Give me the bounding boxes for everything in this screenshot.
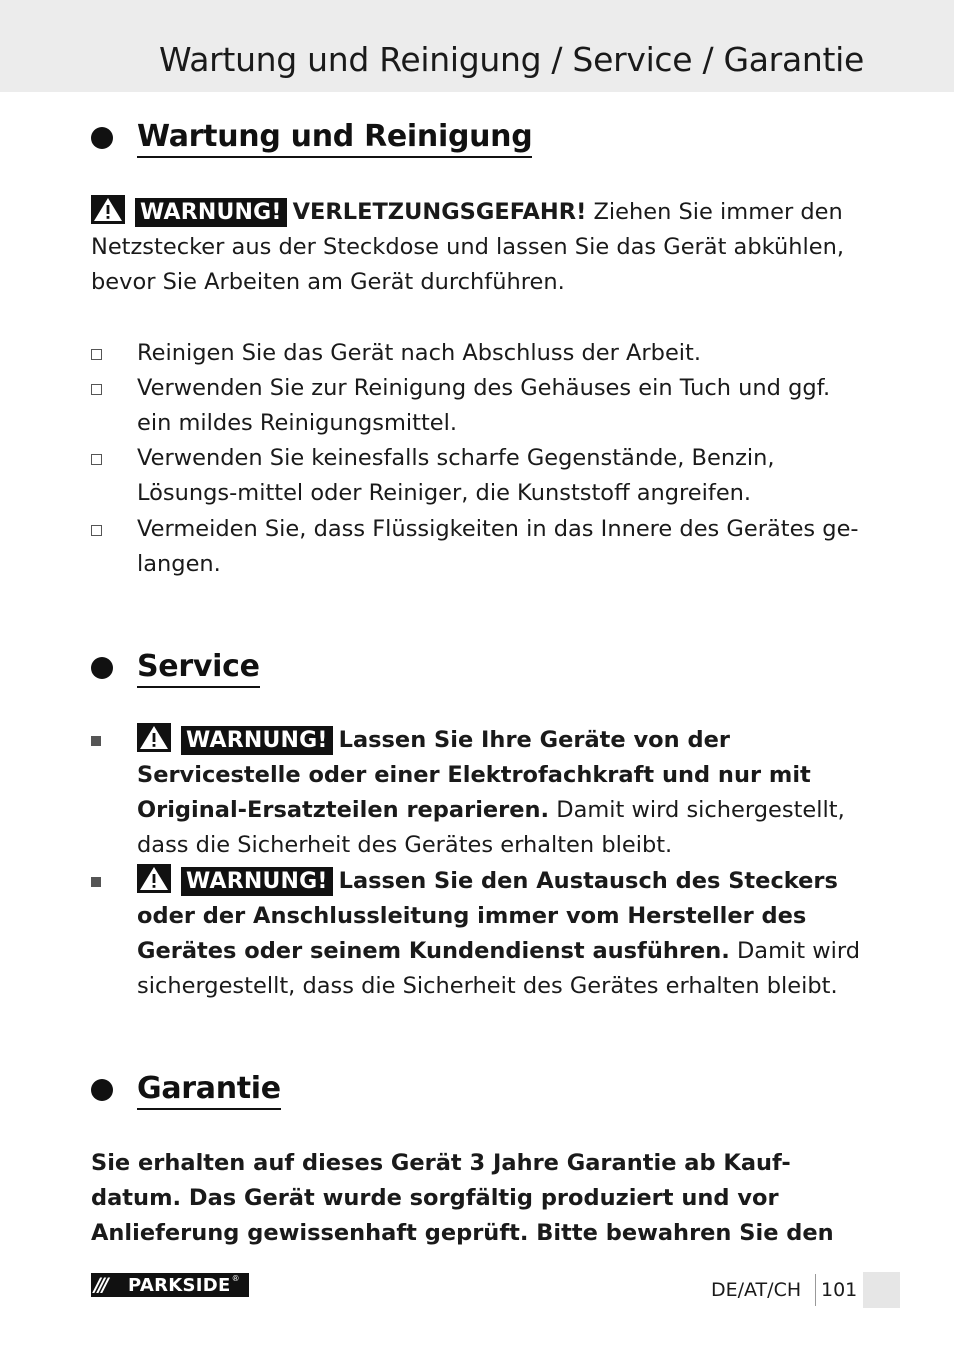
checkbox-bullet-icon — [91, 384, 102, 395]
list-item-text — [137, 864, 866, 1004]
list-item-text — [137, 723, 866, 863]
list-item-text: Vermeiden Sie, dass Flüssigkeiten in das Innere des Gerätes ge-langen. — [137, 516, 859, 577]
checkbox-bullet-icon — [91, 454, 102, 465]
list-item-text: Reinigen Sie das Gerät nach Abschluss der Arbeit. — [137, 340, 702, 366]
square-bullet-icon — [91, 736, 101, 746]
warning-bold-text: VERLETZUNGSGEFAHR! — [292, 199, 587, 225]
checkbox-bullet-icon — [91, 525, 102, 536]
warning-label: WARNUNG! — [181, 726, 333, 755]
warning-paragraph — [91, 195, 866, 300]
warning-triangle-icon — [91, 195, 125, 224]
parkside-logo: /// PARKSIDE ® — [91, 1273, 249, 1297]
square-bullet-icon — [91, 877, 101, 887]
footer-tab-box — [863, 1272, 900, 1308]
warning-text: Damit wird sichergestellt, dass die Sicherheit des Gerätes erhalten bleibt. — [137, 797, 845, 858]
warning-bold-text: Lassen Sie Ihre Geräte von der Servicestelle oder einer Elektrofachkraft und nur mit Original-Ersatzteilen reparieren. — [137, 727, 811, 823]
section-title: Garantie — [137, 1071, 281, 1110]
list-item-text: Verwenden Sie zur Reinigung des Gehäuses ein Tuch und ggf. ein mildes Reinigungsmittel. — [137, 375, 831, 436]
garantie-paragraph: Sie erhalten auf dieses Gerät 3 Jahre Garantie ab Kauf-datum. Das Gerät wurde sorgfältig produziert und vor Anlieferung gewissenhaft geprüft. Bitte bewahren Sie den — [91, 1150, 834, 1246]
footer-divider — [815, 1274, 816, 1306]
section-bullet-icon — [91, 1079, 113, 1101]
list-item — [91, 441, 866, 511]
warning-label: WARNUNG! — [181, 867, 333, 896]
list-item — [91, 371, 866, 441]
section-heading-service — [91, 648, 260, 688]
list-item — [91, 723, 866, 863]
section-title: Wartung und Reinigung — [137, 119, 532, 158]
page-title: Wartung und Reinigung / Service / Garantie — [159, 40, 864, 79]
list-item — [91, 864, 866, 1004]
list-item — [91, 336, 866, 371]
page-number: 101 — [821, 1279, 858, 1301]
section-bullet-icon — [91, 127, 113, 149]
warning-label: WARNUNG! — [135, 198, 287, 227]
warning-text: Damit wird sichergestellt, dass die Sicherheit des Gerätes erhalten bleibt. — [137, 938, 861, 999]
list-item-text: Verwenden Sie keinesfalls scharfe Gegenstände, Benzin, Lösungs-mittel oder Reiniger, die Kunststoff angreifen. — [137, 445, 775, 506]
section-bullet-icon — [91, 657, 113, 679]
warning-triangle-icon — [137, 864, 171, 893]
warning-text: Ziehen Sie immer den Netzstecker aus der Steckdose und lassen Sie das Gerät abkühlen, bevor Sie Arbeiten am Gerät durchführen. — [91, 199, 844, 295]
warning-triangle-icon — [137, 723, 171, 752]
section-heading-garantie — [91, 1070, 281, 1110]
footer-locale: DE/AT/CH — [711, 1279, 802, 1301]
section-title: Service — [137, 649, 260, 688]
checkbox-bullet-icon — [91, 349, 102, 360]
warning-bold-text: Lassen Sie den Austausch des Steckers oder der Anschlussleitung immer vom Hersteller des Gerätes oder seinem Kundendienst ausführen. — [137, 868, 838, 964]
list-item — [91, 512, 866, 582]
section-heading-wartung — [91, 118, 532, 158]
